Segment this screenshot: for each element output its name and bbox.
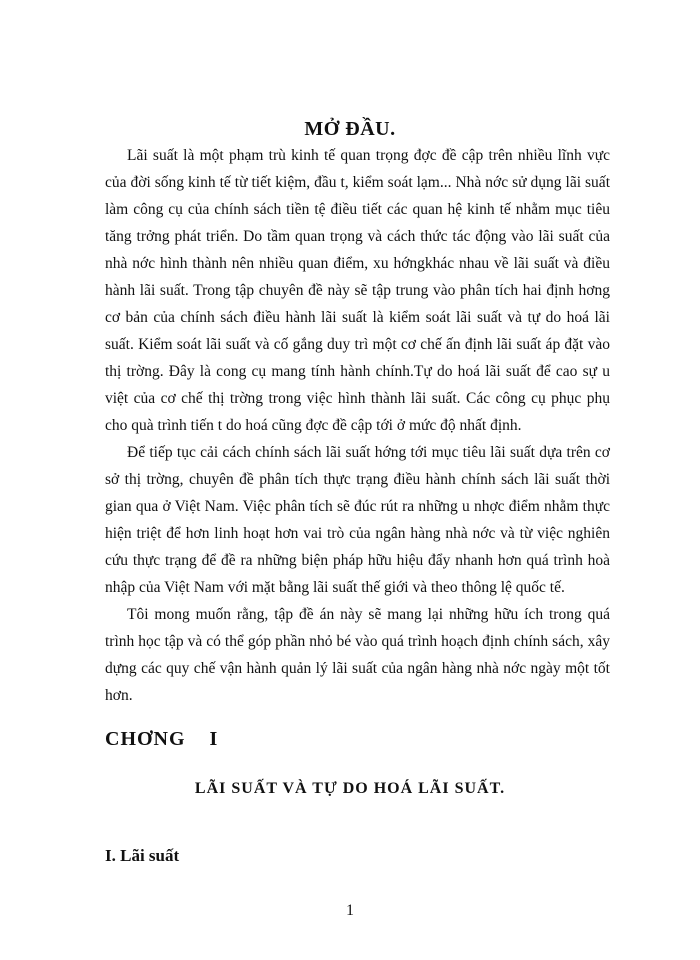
page-title: MỞ ĐẦU. [304, 118, 396, 140]
page-number: 1 [346, 902, 354, 919]
paragraph-2: Để tiếp tục cải cách chính sách lãi suất hớng tới mục tiêu lãi suất dựa trên cơ sở thị trờng, chuyên đề phân tích thực trạng điều hành chính sách lãi suất thời gian qua ở Việt Nam. Việc phân tích sẽ đúc rút ra những u nhợc điểm nhằm thực hiện triệt để hơn linh hoạt hơn vai trò của ngân hàng nhà nớc và từ việc nghiên cứu thực trạng để đề ra những biện pháp hữu hiệu đẩy nhanh hơn quá trình hoà nhập của Việt Nam với mặt bằng lãi suất thế giới và theo thông lệ quốc tế. [105, 444, 610, 596]
chapter-title: LÃI SUẤT VÀ TỰ DO HOÁ LÃI SUẤT. [194, 780, 506, 797]
chapter-heading: CHƠNG I [105, 728, 219, 750]
introduction-body [105, 142, 610, 709]
section-heading: I. Lãi suất [105, 846, 180, 865]
paragraph-3: Tôi mong muốn rằng, tập đề án này sẽ mang lại những hữu ích trong quá trình học tập và có thể góp phần nhỏ bé vào quá trình hoạch định chính sách, xây dựng các quy chế vận hành quản lý lãi suất của ngân hàng nhà nớc ngày một tốt hơn. [105, 606, 610, 704]
paragraph-1: Lãi suất là một phạm trù kinh tế quan trọng đợc đề cập trên nhiều lĩnh vực của đời sống kinh tế từ tiết kiệm, đầu t, kiểm soát lạm... Nhà nớc sử dụng lãi suất làm công cụ của chính sách tiền tệ điều tiết các quan hệ kinh tế nhằm mục tiêu tăng trởng phát triển. Do tầm quan trọng và cách thức tác động vào lãi suất của nhà nớc hình thành nên nhiều quan điểm, xu hớngkhác nhau về lãi suất và điều hành lãi suất. Trong tập chuyên đề này sẽ tập trung vào phân tích hai định hơng cơ bản của chính sách điều hành lãi suất là kiểm soát lãi suất và tự do hoá lãi suất. Kiểm soát lãi suất và cố gắng duy trì một cơ chế ấn định lãi suất áp đặt vào thị trờng. Đây là cong cụ mang tính hành chính.Tự do hoá lãi suất để cao sự u việt của cơ chế thị trờng trong việc hình thành lãi suất. Các công cụ phục phụ cho quà trình tiến t do hoá cũng đợc đề cập tới ở mức độ nhất định. [105, 147, 610, 434]
